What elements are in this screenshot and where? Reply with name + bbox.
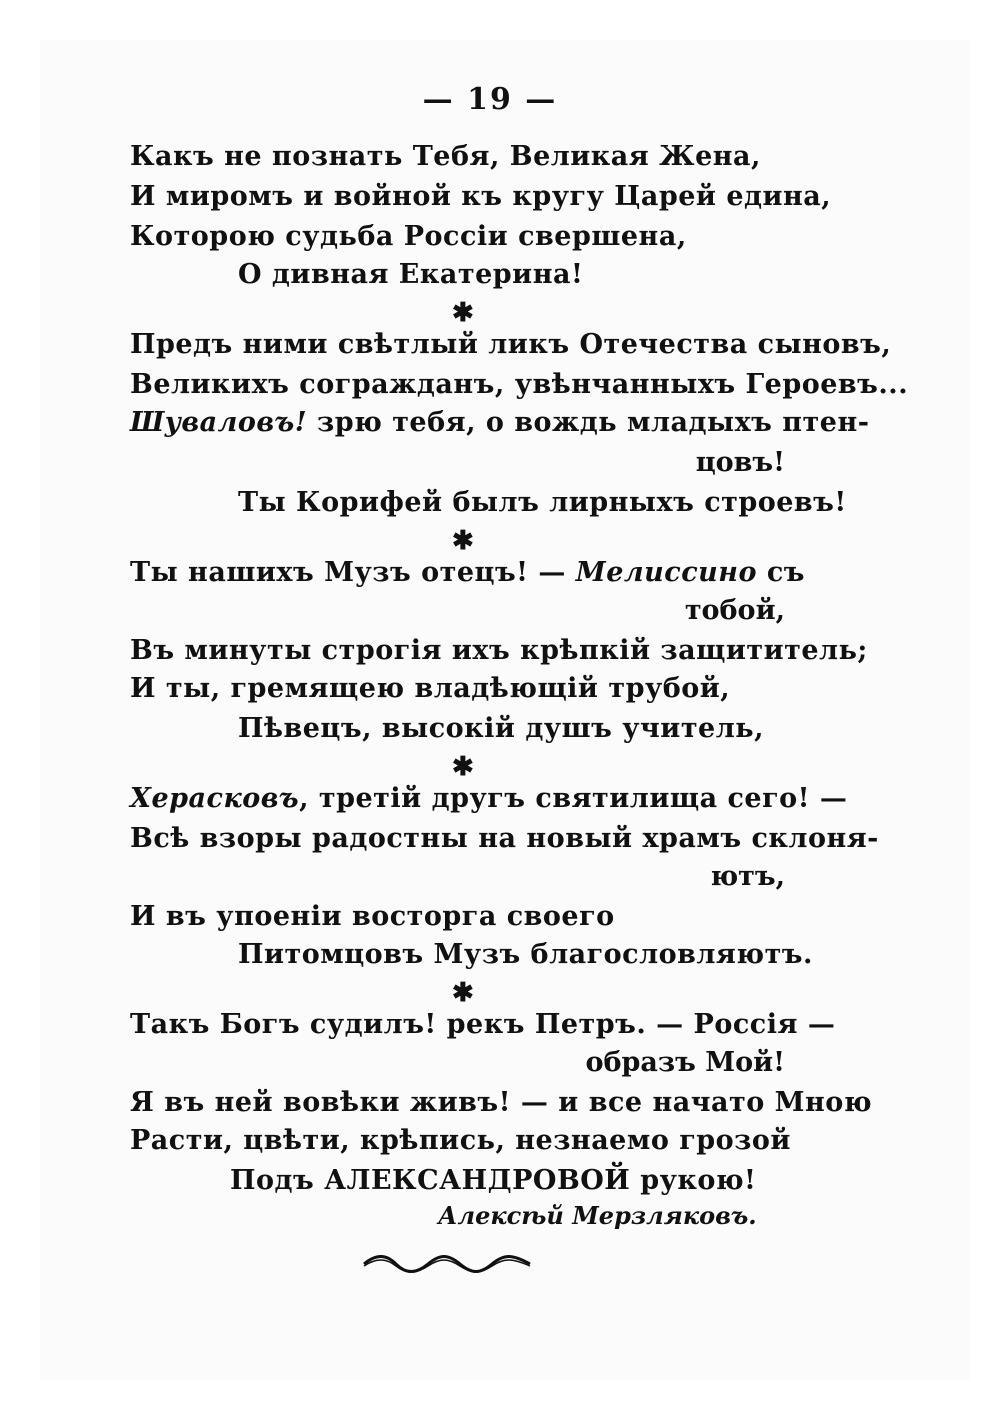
verse-line: Въ минуты строгія ихъ крѣпкій защититель;: [130, 635, 868, 666]
verse-line: [130, 556, 805, 590]
verse-text: , третій другъ святилища сего! —: [299, 783, 848, 814]
verse-line: [130, 782, 847, 816]
author-signature: Алексѣй Мерзляковъ.: [438, 1201, 757, 1230]
verse-line: Предъ ними свѣтлый ликъ Отечества сыновъ,: [130, 329, 892, 360]
verse-line-continuation: ютъ,: [710, 861, 785, 892]
verse-text: зрю тебя, о вождь младыхъ птен-: [307, 407, 870, 438]
verse-line: Всѣ взоры радостны на новый храмъ склоня-: [130, 823, 879, 854]
verse-line: [130, 406, 869, 440]
asterisk-ornament-icon: ✱: [452, 298, 474, 328]
verse-name-italic: Херасковъ: [130, 783, 300, 814]
verse-text: Ты нашихъ Музъ отецъ! —: [130, 557, 566, 588]
verse-text: съ: [756, 557, 806, 588]
asterisk-ornament-icon: ✱: [452, 752, 474, 782]
verse-line: Подъ АЛЕКСАНДРОВОЙ рукою!: [230, 1165, 757, 1196]
verse-line: Великихъ согражданъ, увѣнчанныхъ Героевъ...: [130, 369, 909, 400]
verse-line-continuation: цовъ!: [695, 447, 785, 478]
asterisk-ornament-icon: ✱: [452, 526, 474, 556]
asterisk-ornament-icon: ✱: [452, 978, 474, 1008]
verse-line: Такъ Богъ судилъ! рекъ Петръ. — Россія —: [130, 1009, 836, 1040]
verse-line: И ты, гремящею владѣющій трубой,: [130, 673, 731, 704]
verse-line: Я въ ней вовѣки живъ! — и все начато Мною: [130, 1087, 872, 1118]
verse-line: Пѣвецъ, высокій душъ учитель,: [238, 713, 764, 744]
verse-line: Расти, цвѣти, крѣпись, незнаемо грозой: [130, 1125, 791, 1156]
verse-name-italic: Шуваловъ!: [130, 407, 308, 438]
verse-line: Питомцовъ Музъ благословляютъ.: [238, 939, 813, 970]
verse-line: Которою судьба Россіи свершена,: [130, 221, 687, 252]
verse-line: И въ упоеніи восторга своего: [130, 901, 615, 932]
verse-line: Какъ не познать Тебя, Великая Жена,: [130, 141, 761, 172]
verse-line: И миромъ и войной къ кругу Царей едина,: [130, 181, 832, 212]
verse-line-continuation: образъ Мой!: [585, 1047, 785, 1078]
verse-name-italic: Мелиссино: [565, 557, 757, 588]
verse-line-continuation: тобой,: [684, 595, 785, 626]
verse-line: О дивная Екатерина!: [238, 259, 584, 290]
verse-line: Ты Корифей былъ лирныхъ строевъ!: [238, 487, 847, 518]
wavy-flourish-icon: [362, 1252, 532, 1276]
page-number: — 19 —: [422, 82, 558, 117]
